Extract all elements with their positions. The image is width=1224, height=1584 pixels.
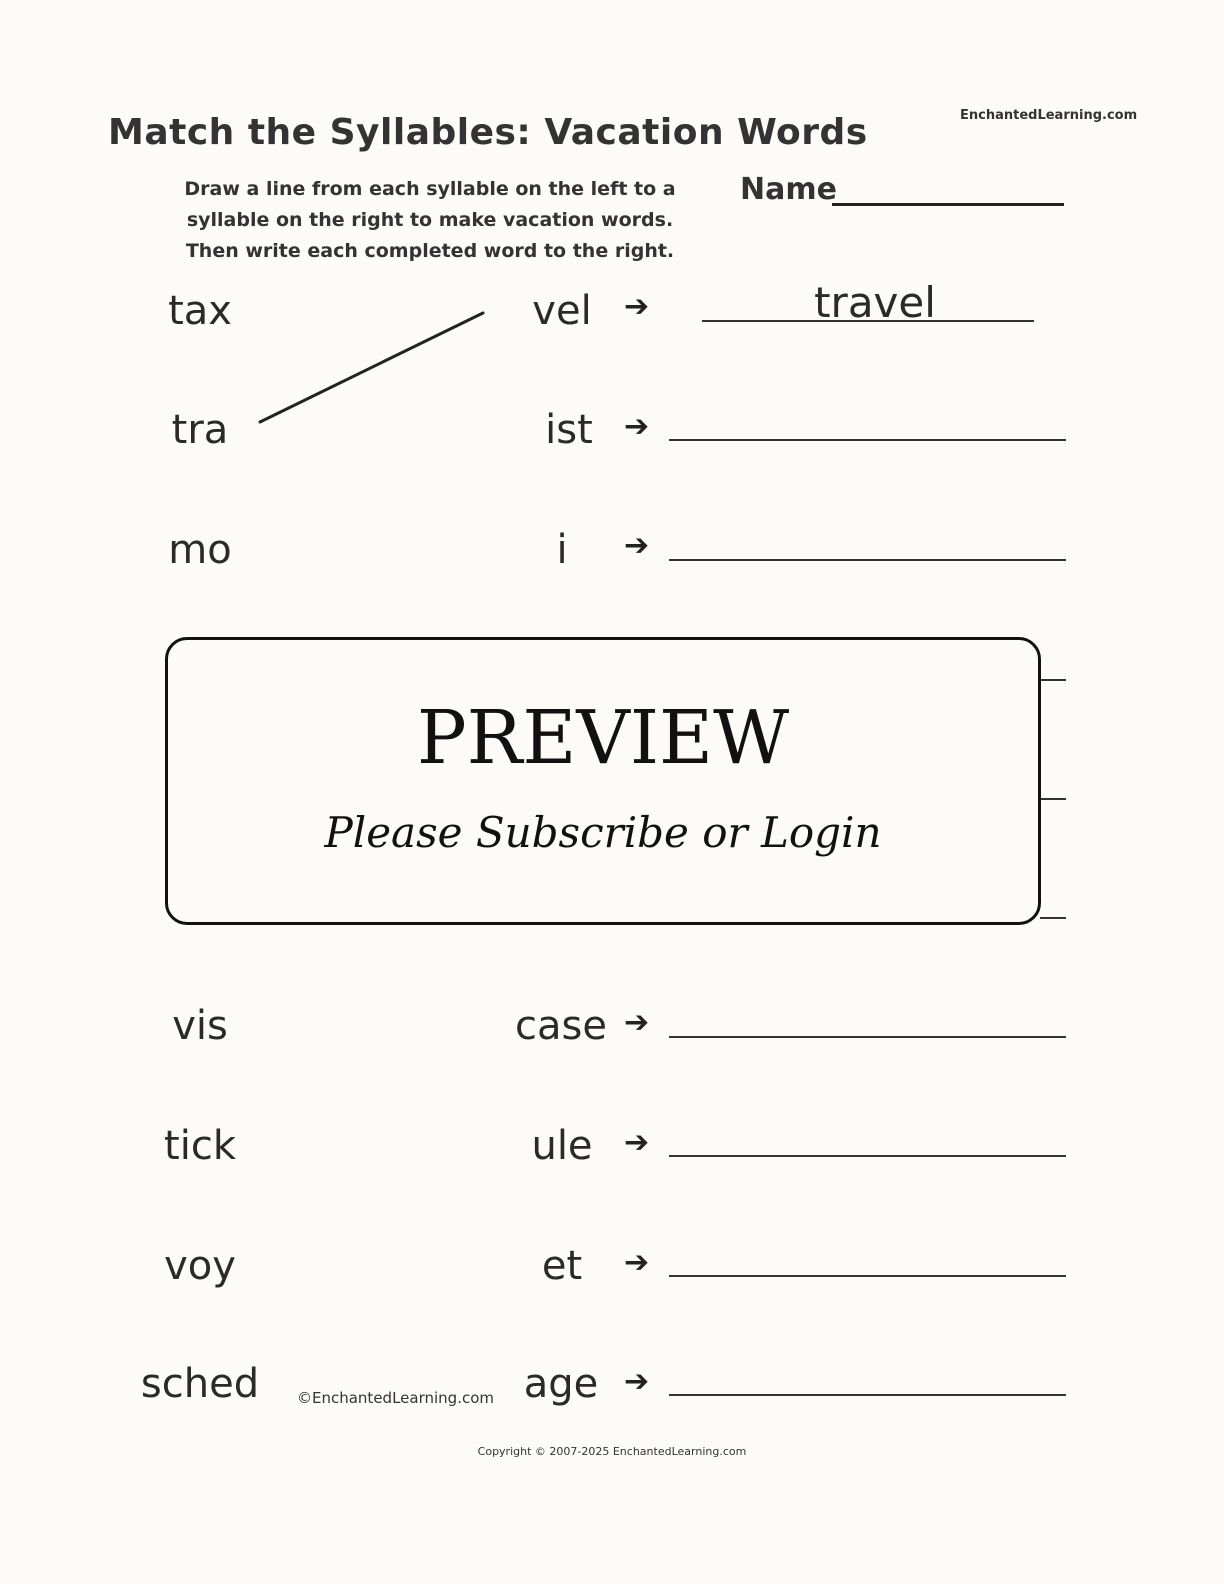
arrow-icon: ➔ [624,1364,650,1399]
name-label: Name [740,172,837,207]
instructions-line-3: Then write each completed word to the right. [185,240,675,262]
arrow-icon: ➔ [624,409,650,444]
arrow-icon: ➔ [624,528,650,563]
left-syllable: mo [168,527,232,573]
right-syllable: case [515,1003,607,1049]
arrow-icon: ➔ [624,1245,650,1280]
right-syllable: vel [532,288,592,334]
left-syllable: tax [168,288,232,334]
preview-title: PREVIEW [416,695,790,781]
site-logo[interactable]: EnchantedLearning.com [960,108,1138,123]
instructions-line-2: syllable on the right to make vacation words. [186,209,674,231]
example-answer: travel [814,278,936,327]
arrow-icon: ➔ [624,1005,650,1040]
instructions-line-1: Draw a line from each syllable on the left to a [184,178,676,200]
page-title: Match the Syllables: Vacation Words [108,112,868,153]
left-syllable: tra [171,407,229,453]
right-syllable: age [523,1361,599,1407]
copyright: Copyright © 2007-2025 EnchantedLearning.com [477,1445,747,1458]
right-syllable: ist [545,407,593,453]
left-syllable: vis [172,1003,228,1049]
subscribe-login-link[interactable]: Please Subscribe or Login [324,808,882,857]
right-syllable: ule [531,1123,593,1169]
right-syllable: i [556,527,568,573]
watermark: ©EnchantedLearning.com [297,1389,494,1407]
left-syllable: sched [140,1361,260,1407]
left-syllable: voy [164,1243,236,1289]
preview-overlay[interactable] [165,637,1041,925]
right-syllable: et [541,1243,583,1289]
arrow-icon: ➔ [624,289,650,324]
left-syllable: tick [164,1123,236,1169]
arrow-icon: ➔ [624,1125,650,1160]
